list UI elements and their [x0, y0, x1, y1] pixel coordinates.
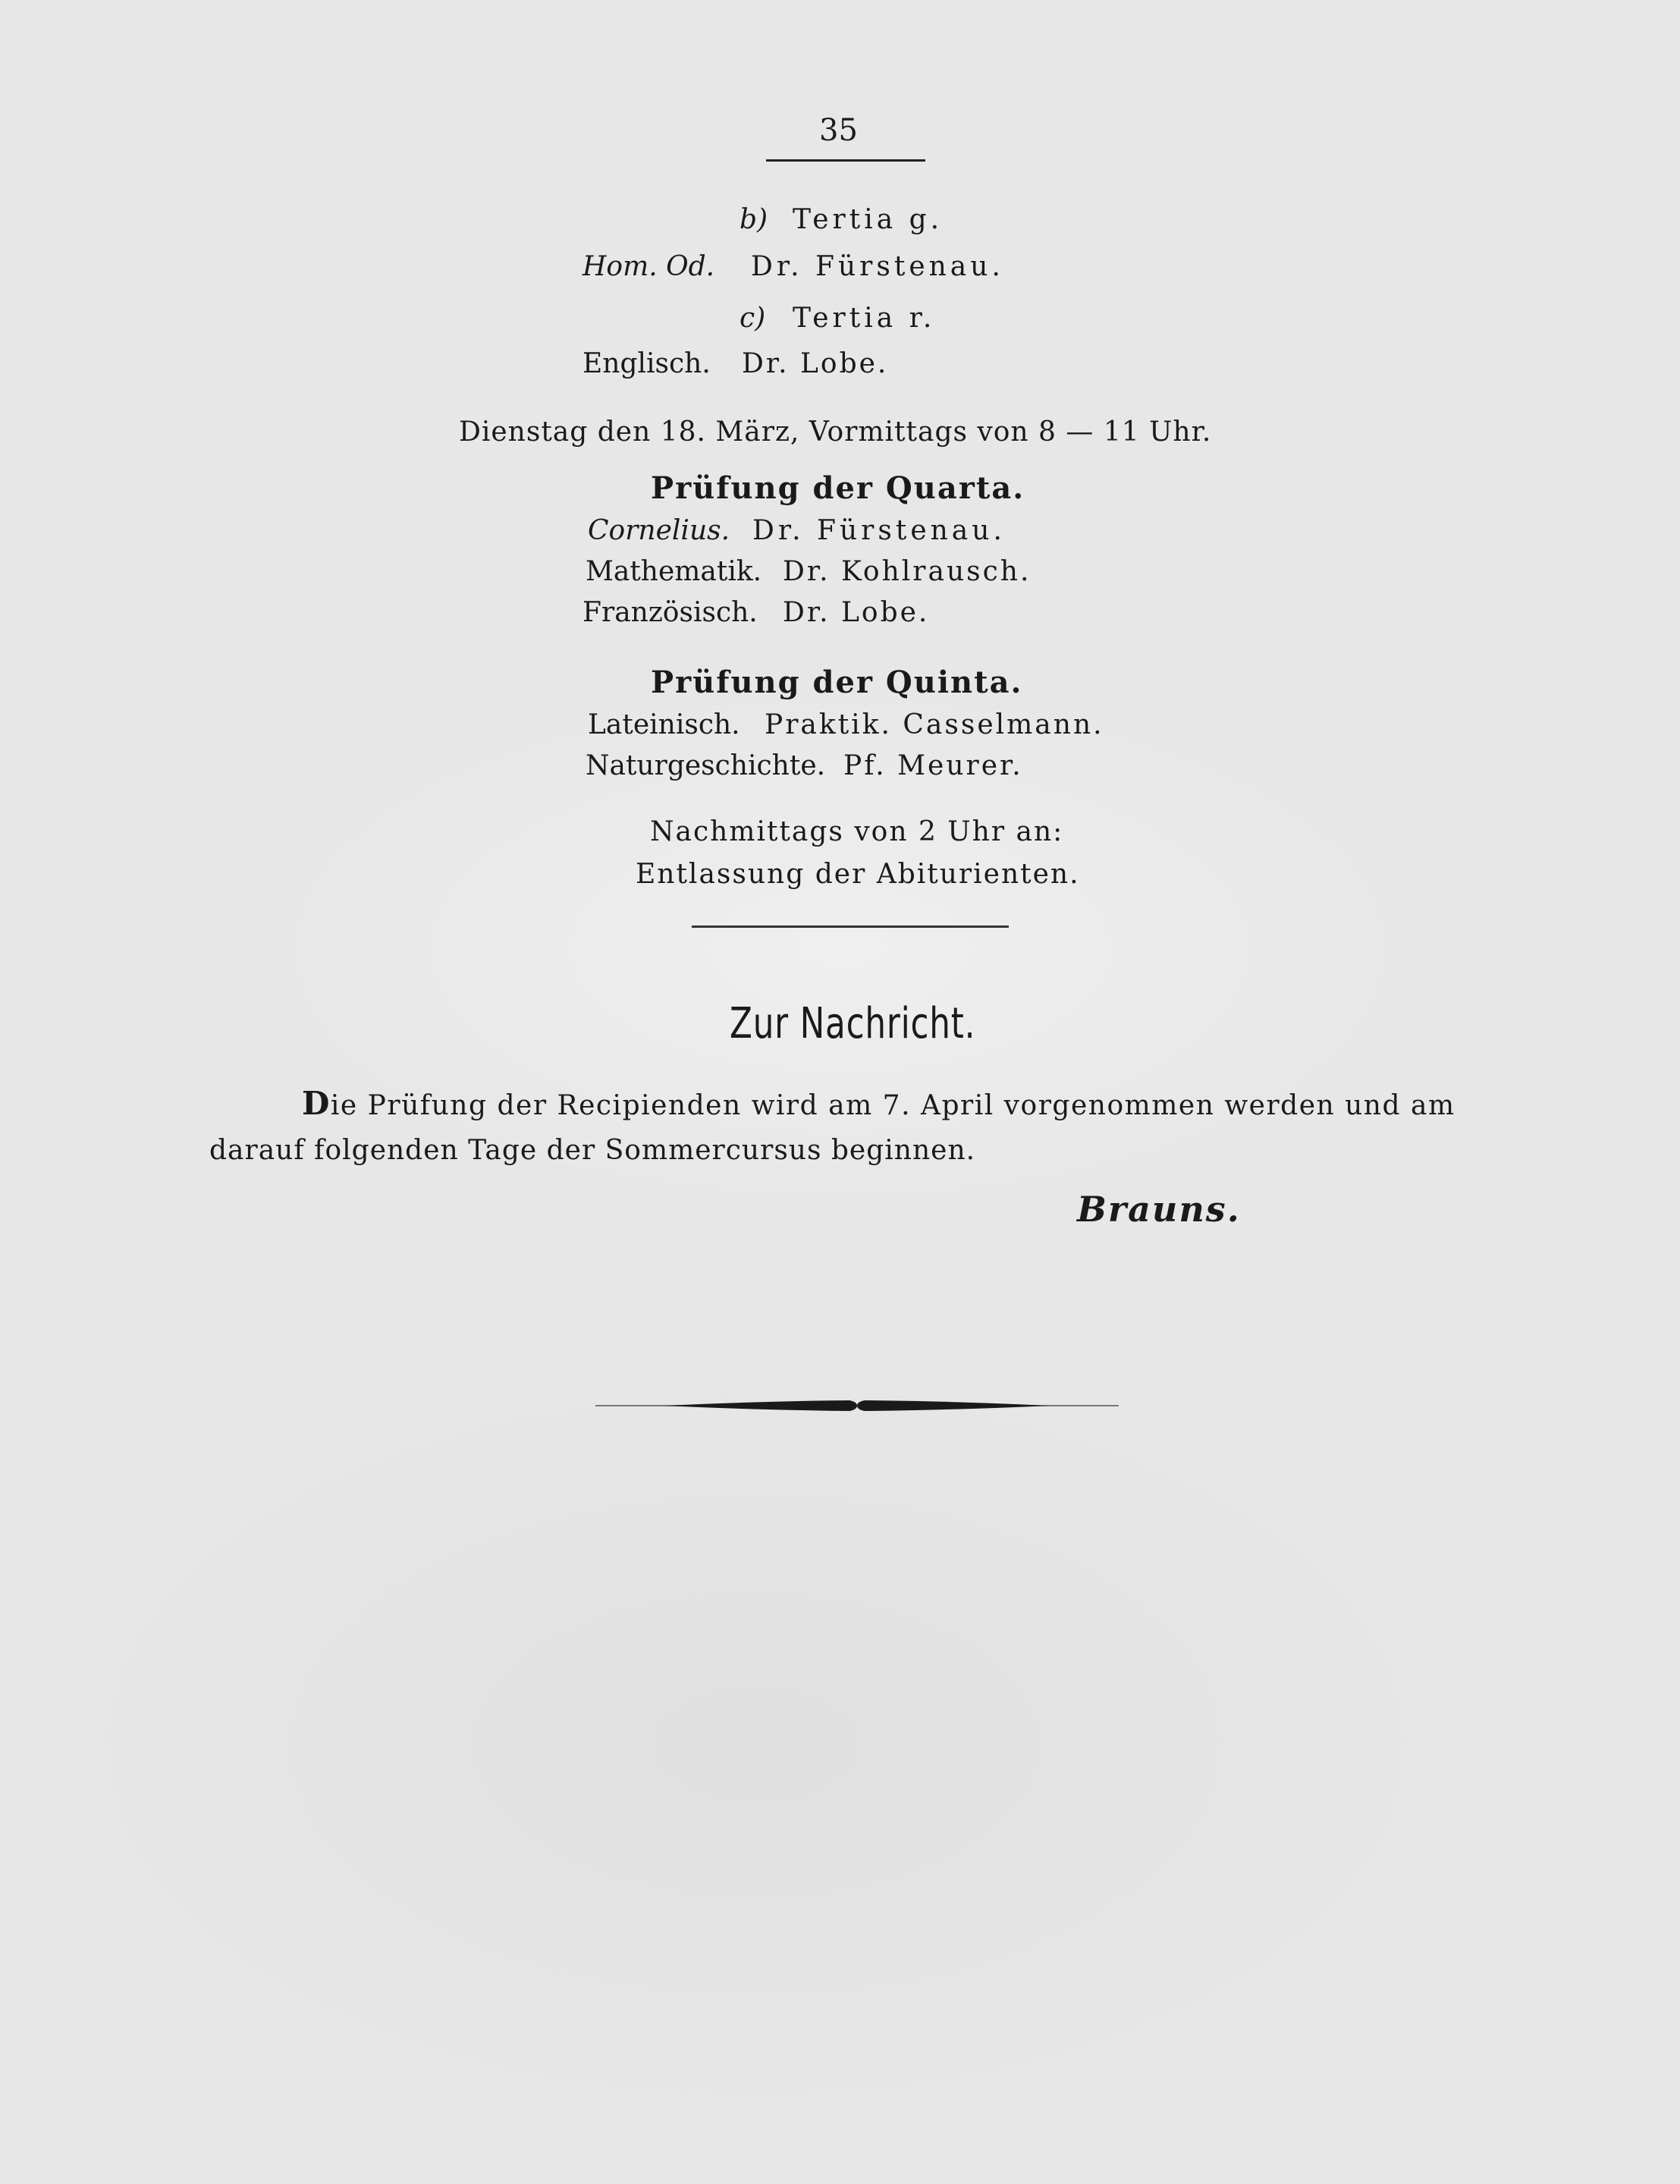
ornamental-rule	[595, 1394, 1119, 1417]
quarta-subject-2: Mathematik.	[586, 556, 762, 587]
tertia-g-title: Tertia g.	[793, 204, 944, 235]
quarta-subject-3: Französisch.	[583, 597, 758, 628]
tertia-g-label: b)	[740, 204, 768, 235]
nachricht-dropcap: D	[302, 1085, 331, 1122]
schedule-line: Dienstag den 18. März, Vormittags von 8 — 11 Uhr.	[459, 416, 1212, 448]
afternoon-line-1: Nachmittags von 2 Uhr an:	[650, 816, 1064, 847]
tertia-g-teacher: Dr. Fürstenau.	[751, 251, 1004, 282]
tertia-r-label: c)	[740, 303, 766, 334]
tertia-g-subject: Hom. Od.	[583, 251, 715, 282]
tertia-r-subject: Englisch.	[583, 348, 711, 379]
tertia-r-title: Tertia r.	[793, 303, 936, 334]
quarta-teacher-3: Dr. Lobe.	[783, 597, 930, 628]
tertia-r-teacher: Dr. Lobe.	[742, 348, 889, 379]
quinta-subject-1: Lateinisch.	[588, 709, 740, 740]
section-divider	[692, 925, 1009, 928]
nachricht-line-2: darauf folgenden Tage der Sommercursus beginnen.	[209, 1135, 976, 1166]
quarta-subject-1: Cornelius.	[588, 515, 730, 546]
quarta-teacher-2: Dr. Kohlrausch.	[783, 556, 1032, 587]
signature: Brauns.	[1077, 1189, 1241, 1230]
quinta-teacher-2: Pf. Meurer.	[843, 750, 1023, 781]
page-number-rule	[766, 159, 925, 162]
quarta-teacher-1: Dr. Fürstenau.	[752, 515, 1006, 546]
nachricht-line-1-text: ie Prüfung der Recipienden wird am 7. April vorgenommen werden und am	[330, 1090, 1455, 1121]
quinta-heading: Prüfung der Quinta.	[651, 665, 1023, 700]
page-number: 35	[819, 113, 858, 148]
quarta-heading: Prüfung der Quarta.	[651, 470, 1025, 506]
nachricht-title: Zur Nachricht.	[730, 999, 976, 1048]
nachricht-line-1	[302, 1080, 1455, 1130]
afternoon-line-2: Entlassung der Abiturienten.	[636, 859, 1080, 890]
quinta-subject-2: Naturgeschichte.	[586, 750, 826, 781]
quinta-teacher-1: Praktik. Casselmann.	[765, 709, 1104, 740]
